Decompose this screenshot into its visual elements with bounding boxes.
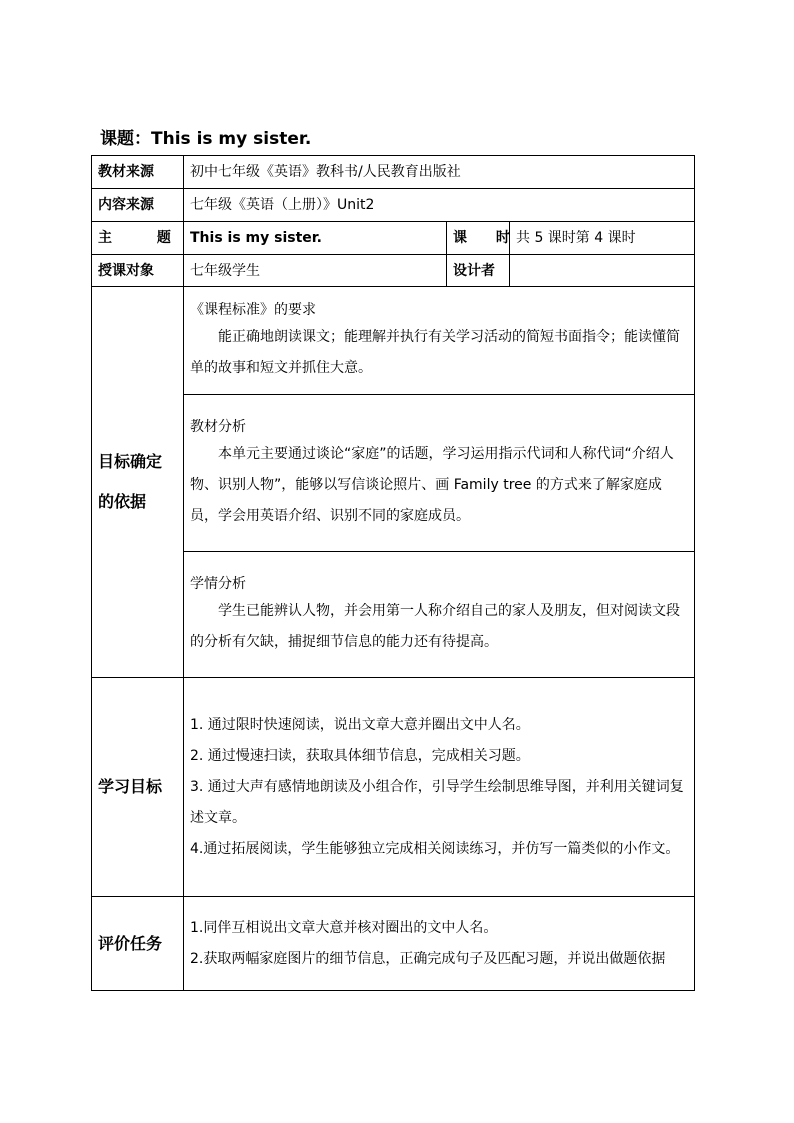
standard-cell	[184, 287, 695, 395]
goals-label: 学习目标	[92, 678, 184, 897]
period-value: 共 5 课时第 4 课时	[510, 222, 695, 255]
audience-label: 授课对象	[92, 255, 184, 287]
material-text: 本单元主要通过谈论“家庭”的话题，学习运用指示代词和人称代词“介绍人物、识别人物”，能够以写信谈论照片、画 Family tree 的方式来了解家庭成员，学会用英语介绍、识别不同的家庭成员。	[190, 445, 674, 524]
evaluation-cell	[184, 897, 695, 991]
content-value: 七年级《英语（上册）》Unit2	[184, 189, 695, 222]
students-text: 学生已能辨认人物，并会用第一人称介绍自己的家人及朋友，但对阅读文段的分析有欠缺，捕捉细节信息的能力还有待提高。	[190, 602, 680, 650]
lesson-plan-table	[91, 155, 695, 991]
standard-heading: 《课程标准》的要求	[190, 301, 316, 318]
row-source	[92, 156, 695, 189]
topic-label: 主 题	[92, 222, 184, 255]
period-label: 课 时	[447, 222, 510, 255]
source-value: 初中七年级《英语》教科书/人民教育出版社	[184, 156, 695, 189]
evaluation-item: 1.同伴互相说出文章大意并核对圈出的文中人名。	[190, 919, 498, 936]
evaluation-item: 2.获取两幅家庭图片的细节信息，正确完成句子及匹配习题，并说出做题依据	[190, 950, 666, 967]
topic-value: This is my sister.	[184, 222, 447, 255]
row-content	[92, 189, 695, 222]
content-label: 内容来源	[92, 189, 184, 222]
goal-item: 3. 通过大声有感情地朗读及小组合作，引导学生绘制思维导图，并利用关键词复述文章。	[190, 778, 684, 826]
material-heading: 教材分析	[190, 418, 246, 435]
goal-item: 2. 通过慢速扫读，获取具体细节信息，完成相关习题。	[190, 747, 530, 764]
basis-label-line1: 目标确定	[98, 452, 163, 471]
goals-cell	[184, 678, 695, 897]
row-goals	[92, 678, 695, 897]
row-standard	[92, 287, 695, 395]
students-heading: 学情分析	[190, 575, 246, 592]
goal-item: 1. 通过限时快速阅读，说出文章大意并圈出文中人名。	[190, 716, 530, 733]
evaluation-label: 评价任务	[92, 897, 184, 991]
audience-value: 七年级学生	[184, 255, 447, 287]
basis-label	[92, 287, 184, 678]
source-label: 教材来源	[92, 156, 184, 189]
designer-value	[510, 255, 695, 287]
row-audience	[92, 255, 695, 287]
row-evaluation	[92, 897, 695, 991]
goal-item: 4.通过拓展阅读，学生能够独立完成相关阅读练习，并仿写一篇类似的小作文。	[190, 840, 680, 857]
material-cell	[184, 395, 695, 552]
students-cell	[184, 552, 695, 678]
row-topic	[92, 222, 695, 255]
designer-label: 设计者	[447, 255, 510, 287]
document-title: 课题：This is my sister.	[100, 129, 312, 149]
standard-text: 能正确地朗读课文；能理解并执行有关学习活动的简短书面指令；能读懂简单的故事和短文并抓住大意。	[190, 328, 680, 376]
basis-label-line2: 的依据	[98, 492, 147, 511]
